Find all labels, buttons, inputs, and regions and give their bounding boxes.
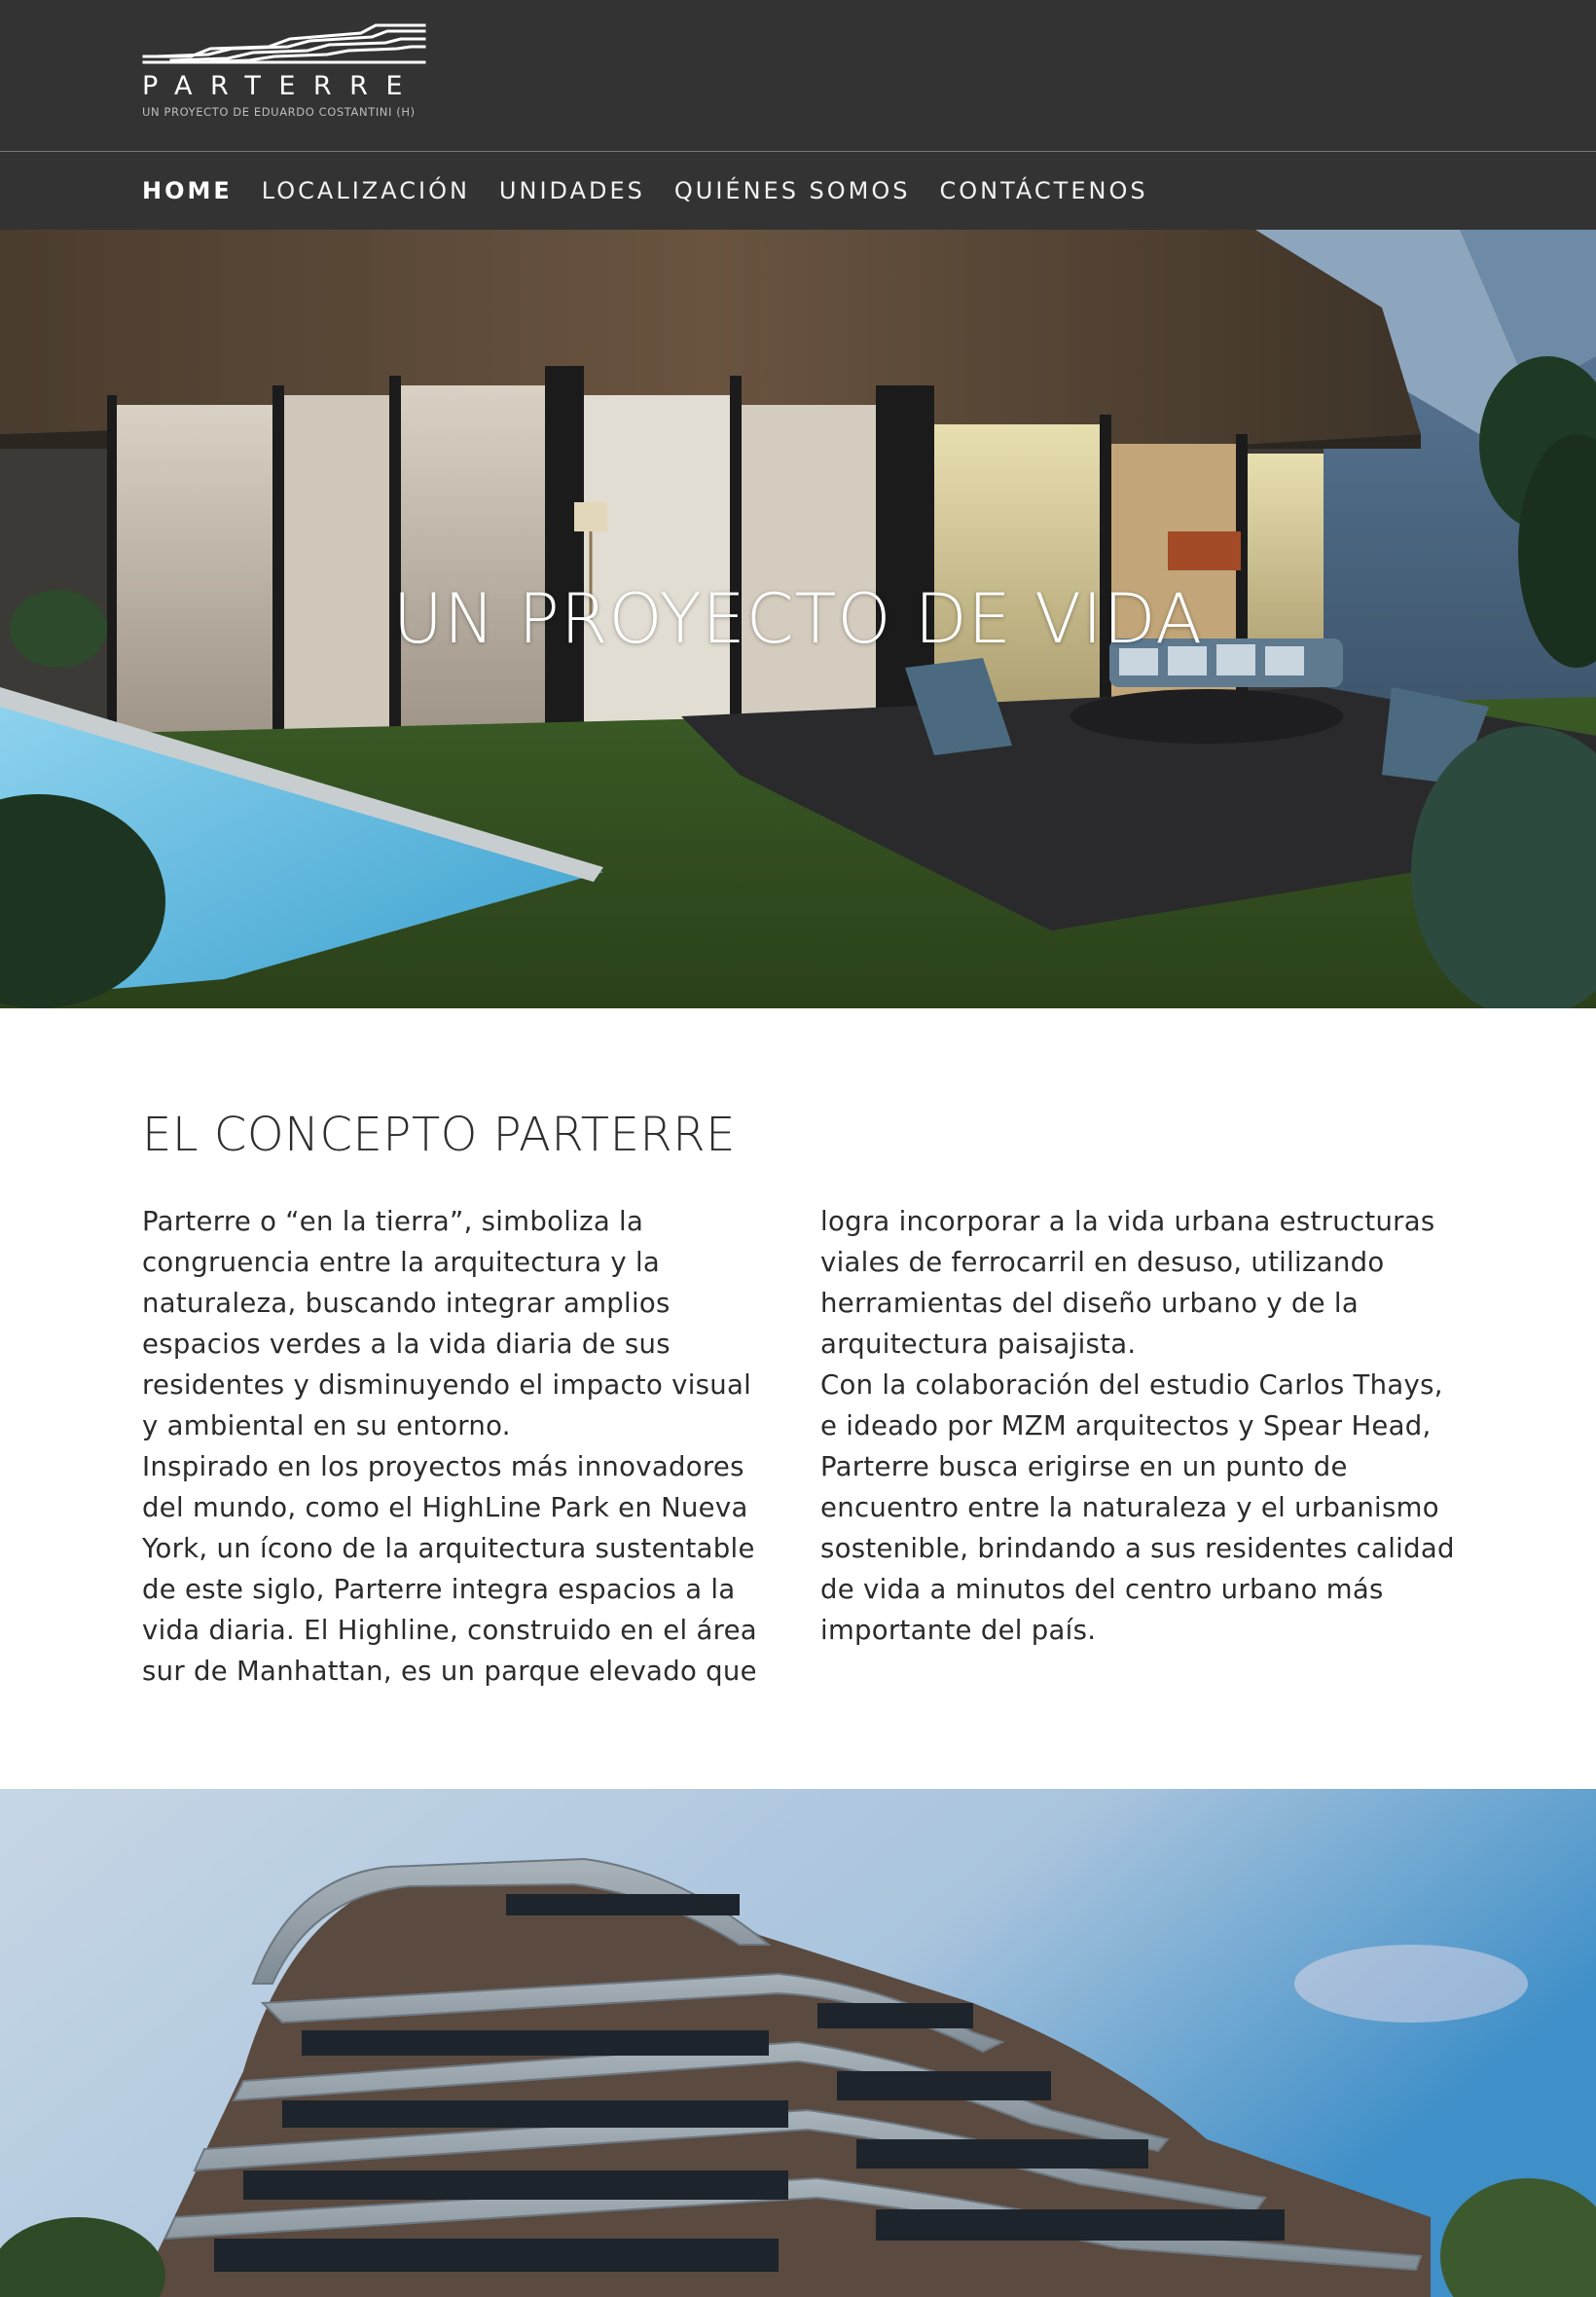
nav-item-unidades[interactable]: UNIDADES <box>498 177 645 204</box>
hero-banner <box>0 230 1596 1008</box>
nav-item-localizacion[interactable]: LOCALIZACIÓN <box>261 177 470 204</box>
concept-title: EL CONCEPTO PARTERRE <box>142 1108 736 1162</box>
parterre-logo[interactable] <box>142 21 426 123</box>
logo-lines-icon <box>142 21 426 64</box>
nav-item-contactenos[interactable]: CONTÁCTENOS <box>939 177 1148 204</box>
logo-tagline: UN PROYECTO DE EDUARDO COSTANTINI (H) <box>142 105 416 119</box>
logo-wordmark: PARTERRE <box>142 71 420 101</box>
nav-item-quienes-somos[interactable]: QUIÉNES SOMOS <box>673 177 911 204</box>
concept-right-column <box>820 1201 1463 1651</box>
concept-paragraph: Con la colaboración del estudio Carlos Thays, e ideado por MZM arquitectos y Spear Head, Parterre busca erigirse en un punto de encuentro entre la naturaleza y el urbanismo sostenible, brindando a sus residentes calidad de vida a minutos del centro urbano más importante del país. <box>820 1369 1455 1646</box>
building-photo <box>0 1789 1596 2297</box>
concept-paragraph: Inspirado en los proyectos más innovadores del mundo, como el HighLine Park en Nueva York, un ícono de la arquitectura sustentable de este siglo, Parterre integra espacios a la vida diaria. El Highline, construido en el área sur de Manhattan, es un parque elevado que <box>142 1451 757 1687</box>
building-banner <box>0 1789 1596 2297</box>
site-header <box>0 0 1596 152</box>
concept-paragraph: logra incorporar a la vida urbana estructuras viales de ferrocarril en desuso, utilizando herramientas del diseño urbano y de la arquitectura paisajista. <box>820 1206 1435 1360</box>
main-nav <box>0 152 1596 230</box>
hero-title: UN PROYECTO DE VIDA <box>392 579 1204 659</box>
concept-left-column <box>142 1201 775 1692</box>
concept-section <box>0 1008 1596 1789</box>
nav-item-home[interactable]: HOME <box>142 177 233 204</box>
concept-paragraph: Parterre o “en la tierra”, simboliza la congruencia entre la arquitectura y la naturaleza, buscando integrar amplios espacios verdes a la vida diaria de sus residentes y disminuyendo el impacto visual y ambiental en su entorno. <box>142 1206 752 1441</box>
